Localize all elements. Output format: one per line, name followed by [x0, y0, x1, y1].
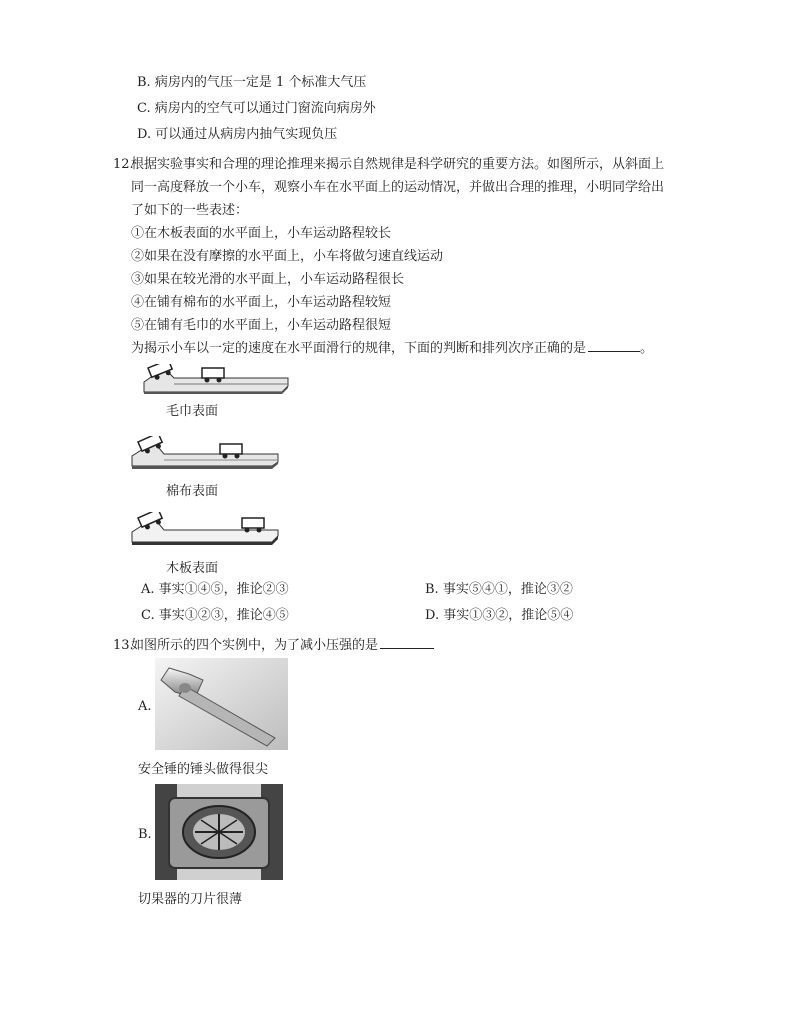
answer-blank [588, 339, 640, 352]
q12-question [131, 339, 653, 359]
q12-question-end: 。 [640, 341, 654, 356]
incline-cotton-figure [130, 436, 280, 472]
q12-option-c: C. 事实①②③，推论④⑤ [141, 608, 289, 623]
q12-statement-3: ③如果在较光滑的水平面上，小车运动路程很长 [131, 272, 405, 287]
q12-stem-line-1: 根据实验事实和合理的理论推理来揭示自然规律是科学研究的重要方法。如图所示，从斜面上 [131, 157, 665, 172]
q12-statement-2: ②如果在没有摩擦的水平面上，小车将做匀速直线运动 [131, 249, 444, 264]
q12-option-d: D. 事实①③②，推论⑤④ [425, 608, 574, 623]
q12-statement-5: ⑤在铺有毛巾的水平面上，小车运动路程很短 [131, 318, 392, 333]
q13-stem [131, 636, 434, 656]
safety-hammer-photo [155, 658, 288, 750]
q12-statement-1: ①在木板表面的水平面上，小车运动路程较长 [131, 226, 392, 241]
figure-caption-cotton: 棉布表面 [166, 484, 219, 499]
figure-caption-towel: 毛巾表面 [166, 404, 219, 419]
q13-option-b-label: B. [138, 827, 152, 842]
q13-option-b-caption: 切果器的刀片很薄 [138, 892, 243, 907]
figure-caption-wood: 木板表面 [166, 561, 219, 576]
q12-question-text: 为揭示小车以一定的速度在水平面滑行的规律，下面的判断和排列次序正确的是 [131, 341, 587, 356]
incline-wood-figure [130, 512, 280, 548]
incline-towel-figure [142, 364, 290, 396]
q12-option-a: A. 事实①④⑤，推论②③ [141, 582, 289, 597]
q11-option-b: B. 病房内的气压一定是 1 个标准大气压 [137, 75, 367, 90]
q13-number: 13. [113, 638, 134, 653]
q13-option-a-label: A. [138, 699, 152, 714]
answer-blank [380, 636, 434, 649]
q13-option-a-caption: 安全锤的锤头做得很尖 [138, 762, 269, 777]
fruit-slicer-photo [155, 784, 283, 880]
q12-stem-line-2: 同一高度释放一个小车，观察小车在水平面上的运动情况，并做出合理的推理，小明同学给出 [131, 180, 665, 195]
q11-option-d: D. 可以通过从病房内抽气实现负压 [137, 127, 338, 142]
q12-option-b: B. 事实⑤④①，推论③② [425, 582, 573, 597]
q11-option-c: C. 病房内的空气可以通过门窗流向病房外 [137, 101, 376, 116]
q12-stem-line-3: 了如下的一些表述： [131, 203, 249, 218]
q12-statement-4: ④在铺有棉布的水平面上，小车运动路程较短 [131, 295, 392, 310]
q12-number: 12. [113, 157, 134, 172]
q13-stem-text: 如图所示的四个实例中，为了减小压强的是 [131, 638, 379, 653]
